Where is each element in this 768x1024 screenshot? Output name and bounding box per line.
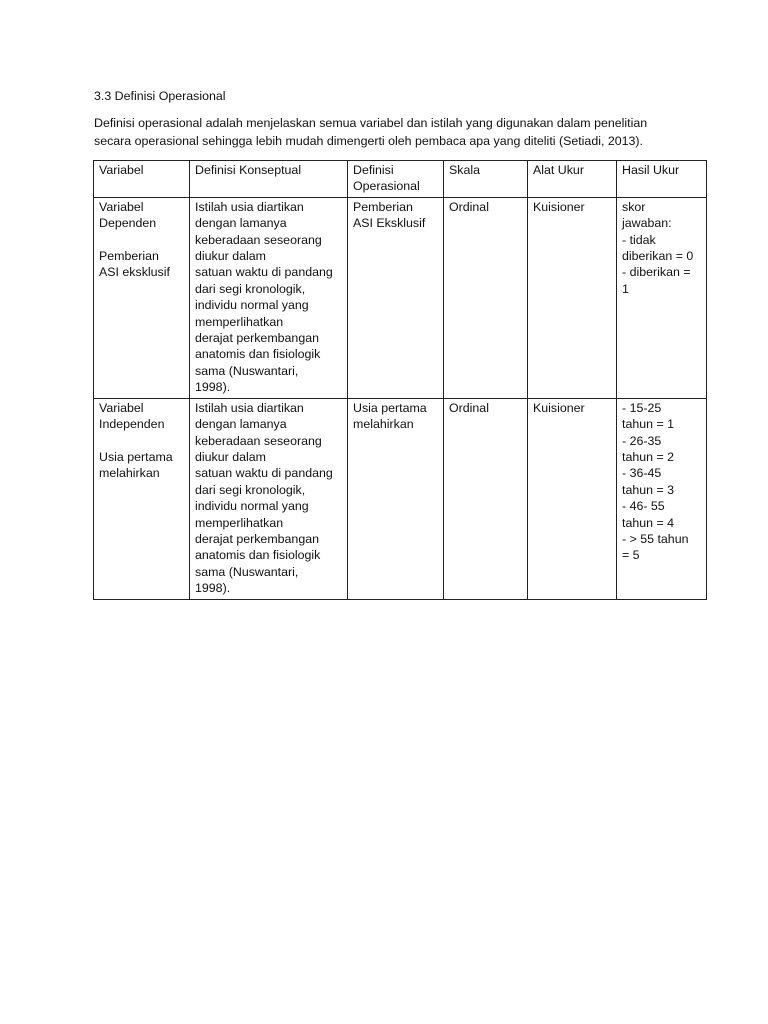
cell-text-line: keberadaan seseorang [195, 433, 322, 448]
cell-text-line: - 26-35 [622, 433, 662, 448]
cell-text-line: dari segi kronologik, [195, 482, 306, 497]
cell-text-line: Pemberian [353, 199, 413, 214]
cell-text-line: Ordinal [449, 199, 489, 214]
cell-text-line: Kuisioner [533, 400, 585, 415]
cell-text-line: satuan waktu di pandang [195, 466, 333, 481]
cell-text-line: derajat perkembangan [195, 331, 319, 346]
cell-text-line: - tidak [622, 232, 656, 247]
cell-text-line: ASI Eksklusif [353, 216, 426, 231]
cell-text-line: satuan waktu di pandang [195, 265, 333, 280]
cell-text-line: tahun = 2 [622, 449, 675, 464]
cell-text-line: individu normal yang [195, 298, 309, 313]
cell-text-line: individu normal yang [195, 499, 309, 514]
cell-text-line: diukur dalam [195, 449, 266, 464]
variabel-name [99, 449, 184, 482]
cell-text-line: - diberikan = [622, 265, 691, 280]
cell-text-line: ASI eksklusif [99, 265, 170, 280]
cell-text-line: sama (Nuswantari, [195, 363, 299, 378]
header-definisi-operasional [348, 161, 444, 198]
cell-text-line: tahun = 1 [622, 417, 675, 432]
cell-text-line: Istilah usia diartikan [195, 400, 304, 415]
cell-definisi-operasional [348, 197, 444, 398]
cell-definisi-konseptual [190, 197, 348, 398]
variabel-type [99, 400, 184, 433]
cell-text-line: dengan lamanya [195, 216, 287, 231]
cell-text-line: dari segi kronologik, [195, 281, 306, 296]
cell-text-line: Operasional [353, 179, 420, 194]
cell-text-line: keberadaan seseorang [195, 232, 322, 247]
cell-text-line: 1 [622, 281, 629, 296]
cell-alat-ukur [528, 197, 617, 398]
cell-text-line: diukur dalam [195, 249, 266, 264]
cell-text-line: melahirkan [353, 417, 414, 432]
cell-text-line: Dependen [99, 216, 157, 231]
cell-text-line: Variabel [99, 163, 144, 177]
table-header-row [94, 161, 707, 198]
cell-text-line: tahun = 3 [622, 482, 675, 497]
cell-text-line: tahun = 4 [622, 515, 675, 530]
cell-text-line: Independen [99, 417, 165, 432]
cell-text-line: diberikan = 0 [622, 249, 694, 264]
cell-text-line: - 15-25 [622, 400, 662, 415]
cell-text-line: melahirkan [99, 466, 160, 481]
cell-hasil-ukur [617, 398, 707, 599]
cell-text-line: Definisi Konseptual [195, 163, 302, 177]
cell-text-line: Ordinal [449, 400, 489, 415]
header-variabel [94, 161, 190, 198]
cell-text-line: Usia pertama [99, 449, 173, 464]
intro-paragraph [94, 114, 714, 150]
cell-text-line: Variabel [99, 400, 144, 415]
intro-line: Definisi operasional adalah menjelaskan semua variabel dan istilah yang digunakan dalam penelitian [94, 116, 648, 130]
cell-definisi-konseptual [190, 398, 348, 599]
intro-line: secara operasional sehingga lebih mudah dimengerti oleh pembaca apa yang diteliti (Setiadi, 2013). [94, 134, 643, 148]
cell-text-line: memperlihatkan [195, 515, 284, 530]
variabel-type [99, 199, 184, 232]
header-definisi-konseptual [190, 161, 348, 198]
cell-text-line: memperlihatkan [195, 314, 284, 329]
cell-text-line: - > 55 tahun [622, 531, 689, 546]
header-alat-ukur [528, 161, 617, 198]
cell-text-line: Definisi [353, 163, 394, 177]
cell-alat-ukur [528, 398, 617, 599]
variabel-name [99, 248, 184, 281]
cell-text-line: dengan lamanya [195, 417, 287, 432]
cell-text-line: derajat perkembangan [195, 531, 319, 546]
definition-table [93, 160, 707, 600]
cell-variabel [94, 197, 190, 398]
cell-text-line: 1998). [195, 380, 231, 395]
header-skala [444, 161, 528, 198]
cell-text-line: Usia pertama [353, 400, 427, 415]
cell-text-line: skor [622, 199, 646, 214]
table-row [94, 197, 707, 398]
cell-text-line: Hasil Ukur [622, 163, 680, 177]
cell-skala [444, 197, 528, 398]
cell-text-line: Alat Ukur [533, 163, 584, 177]
cell-text-line: Variabel [99, 199, 144, 214]
section-heading: 3.3 Definisi Operasional [94, 89, 226, 103]
cell-text-line: Istilah usia diartikan [195, 199, 304, 214]
cell-hasil-ukur [617, 197, 707, 398]
cell-text-line: = 5 [622, 548, 640, 563]
cell-text-line: Skala [449, 163, 480, 177]
cell-text-line: Kuisioner [533, 199, 585, 214]
cell-text-line: anatomis dan fisiologik [195, 347, 321, 362]
cell-text-line: - 46- 55 [622, 499, 665, 514]
cell-skala [444, 398, 528, 599]
cell-text-line: anatomis dan fisiologik [195, 548, 321, 563]
cell-text-line: sama (Nuswantari, [195, 564, 299, 579]
table-row [94, 398, 707, 599]
cell-text-line: 1998). [195, 581, 231, 596]
cell-definisi-operasional [348, 398, 444, 599]
cell-text-line: - 36-45 [622, 466, 662, 481]
cell-variabel [94, 398, 190, 599]
cell-text-line: jawaban: [622, 216, 672, 231]
cell-text-line: Pemberian [99, 249, 159, 264]
header-hasil-ukur [617, 161, 707, 198]
